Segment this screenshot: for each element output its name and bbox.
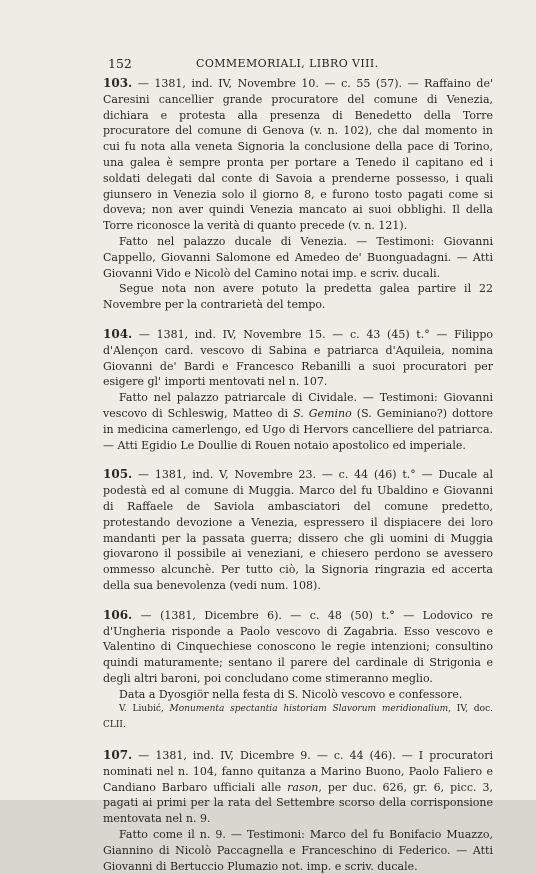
entry-text: — (1381, Dicembre 6). — c. 48 (50) t.° — Lodovico re d'Ungheria risponde a Paolo vescovo di Zagabria. Esso vescovo e Valentino di Cinquechiese conoscono le regie intenzioni; consultino quindi maturamente; sentano il parere del cardinale di Strigonia e degli altri baroni, poi concludano come stimeranno meglio.: [103, 608, 493, 685]
ref-text: , IV, doc. CLII.: [103, 704, 493, 731]
entry-number: 107.: [103, 748, 133, 763]
entry-text: — 1381, ind. V, Novembre 23. — c. 44 (46) t.° — Ducale al podestà ed al comune di Muggia. Marco del fu Ubaldino e Giovanni di Raffaele de Saviola ambasciatori del comune predetto, protestando devozione a Venezia, espressero il dispiacere dei loro mandanti per la passata guerra; dissero che gli uomini di Muggia giovarono il possibile ai veneziani, e chiesero perdono se avessero ommesso alcunchè. Per tutto ciò, la Signoria ringrazia ed accerta della sua benevolenza (vedi num. 108).: [103, 468, 493, 592]
entry-text: — 1381, ind. IV, Dicembre 9. — c. 44 (46). — I procuratori nominati nel n. 104, fanno quitanza a Marino Buono, Paolo Faliero e Candiano Barbaro ufficiali alle: [103, 749, 493, 794]
entry-106: [103, 608, 493, 687]
entry-number: 103.: [103, 76, 133, 90]
running-title: COMMEMORIALI, LIBRO VIII.: [196, 57, 379, 70]
entry-103: [103, 76, 493, 234]
entry-107-note: Fatto come il n. 9. — Testimoni: Marco del fu Bonifacio Muazzo, Giannino di Nicolò Paccagnella e Franceschino di Federico. — Atti Giovanni di Bertuccio Plumazio not. imp. e scriv. ducale.: [103, 828, 493, 873]
page-number: 152: [108, 56, 132, 71]
entry-103-note: Fatto nel palazzo ducale di Venezia. — Testimoni: Giovanni Cappello, Giovanni Salomone ed Amedeo de' Buonguadagni. — Atti Giovanni Vido e Nicolò del Camino notai imp. e scriv. ducali.: [103, 234, 493, 280]
italic-text: rason: [287, 780, 319, 794]
entry-text: — 1381, ind. IV, Novembre 10. — c. 55 (57). — Raffaino de' Caresini cancellier grande procuratore del comune di Venezia, dichiara e protesta alla presenza di Benedetto della Torre procuratore del comune di Genova (v. n. 102), che dal momento in cui fu nota alla veneta Signoria la conclusione della pace di Torino, una galea è sempre pronta per portare a Tenedo il capitano ed i soldati delegati dal conte di Savoia a prenderne possesso, i quali giunsero in Venezia solo il giorno 8, e furono tosto pagati come si doveva; non aver quindi Venezia mancato ai suoi obblighi. Il della Torre riconosce la verità di quanto precede (v. n. 121).: [103, 77, 493, 233]
entry-105: [103, 467, 493, 593]
entry-number: 106.: [103, 607, 133, 622]
note-text: Fatto nel palazzo patriarcale di Cividale. — Testimoni: Giovanni vescovo di Schleswig, Matteo di: [103, 391, 493, 420]
page-body: [103, 76, 493, 874]
entry-106-note: Data a Dyosgiör nella festa di S. Nicolò vescovo e confessore.: [119, 687, 463, 701]
entry-number: 105.: [103, 467, 133, 482]
entry-104: [103, 327, 493, 390]
entry-text: — 1381, ind. IV, Novembre 15. — c. 43 (45) t.° — Filippo d'Alençon card. vescovo di Sabina e patriarca d'Aquileia, nomina Giovanni de' Bardi e Francesco Rebanilli a suoi procuratori per esigere gl' importi mentovati nel n. 107.: [103, 327, 493, 389]
italic-text: S. Gemino: [293, 406, 352, 420]
ref-title: Monumenta spectantia historiam Slavorum meridionalium: [169, 704, 449, 715]
entry-number: 104.: [103, 326, 133, 341]
bibliographic-reference: [103, 702, 493, 734]
ref-text: V. Liubić,: [119, 704, 170, 715]
entry-104-note: [103, 390, 493, 453]
entry-107: [103, 748, 493, 827]
note-text: (S. Geminiano?) dottore in medicina camerlengo, ed Ugo di Hervors cancelliere del patriarca. — Atti Egidio Le Doullie di Rouen notaio apostolico ed imperiale.: [103, 406, 494, 452]
entry-text: , per duc. 626, gr. 6, picc. 3, pagati ai primi per la rata del Settembre scorso della corrisponsione mentovata nel n. 9.: [103, 780, 494, 826]
page-header: [108, 56, 498, 72]
entry-103-note2: Segue nota non avere potuto la predetta galea partire il 22 Novembre per la contrarietà del tempo.: [103, 282, 493, 312]
